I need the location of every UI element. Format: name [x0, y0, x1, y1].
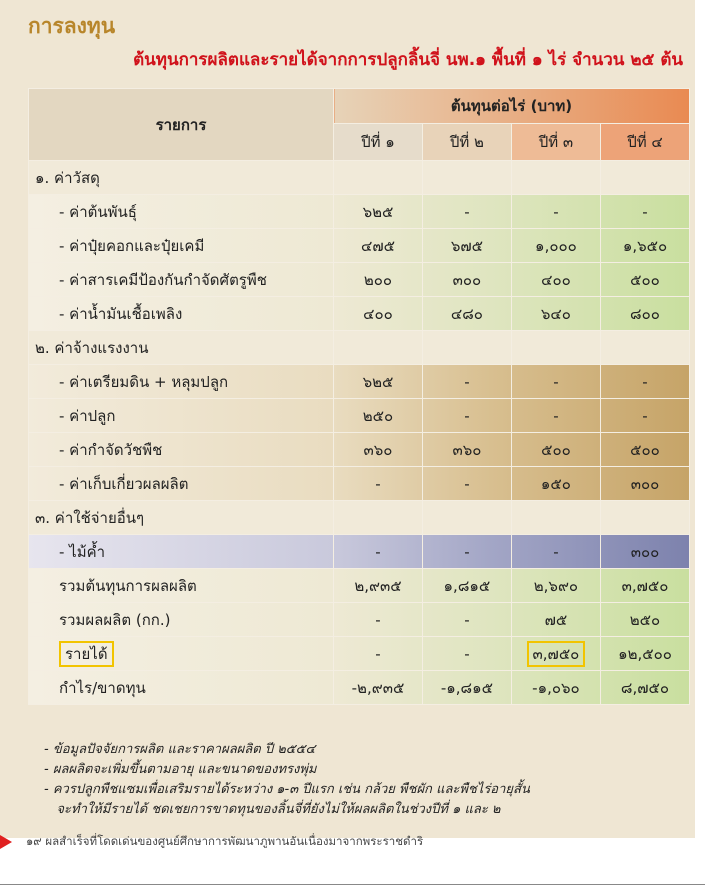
cell-value: - — [511, 195, 600, 229]
income-label: รายได้ — [59, 641, 114, 667]
table-subtitle: ต้นทุนการผลิตและรายได้จากการปลูกลิ้นจี่ นพ.๑ พื้นที่ ๑ ไร่ จำนวน ๒๕ ต้น — [133, 50, 683, 70]
table-row — [29, 229, 690, 263]
cell-value: ๑๒,๕๐๐ — [600, 637, 689, 671]
row-label: - ค่าสารเคมีป้องกันกำจัดศัตรูพืช — [29, 263, 334, 297]
cost-table — [28, 88, 690, 705]
row-label: กำไร/ขาดทุน — [29, 671, 334, 705]
divider — [0, 884, 705, 885]
cell-value: ๔๗๕ — [334, 229, 423, 263]
cell-value: ๖๗๕ — [422, 229, 511, 263]
cell-value: ๕๐๐ — [600, 433, 689, 467]
year-1-header: ปีที่ ๑ — [334, 124, 423, 161]
cell-value: ๒๕๐ — [334, 399, 423, 433]
year-3-header: ปีที่ ๓ — [511, 124, 600, 161]
cell-value: ๓๐๐ — [600, 535, 689, 569]
row-label: - ค่าน้ำมันเชื้อเพลิง — [29, 297, 334, 331]
cell-value: ๕๐๐ — [511, 433, 600, 467]
cell-value: ๓๐๐ — [600, 467, 689, 501]
table-row — [29, 365, 690, 399]
cell-value: - — [334, 637, 423, 671]
row-label: - ค่าเก็บเกี่ยวผลผลิต — [29, 467, 334, 501]
total-row — [29, 569, 690, 603]
year-2-header: ปีที่ ๒ — [422, 124, 511, 161]
footnote: - ผลผลิตจะเพิ่มขึ้นตามอายุ และขนาดของทรงพุ่ม — [44, 762, 317, 777]
cell-value: ๑,๐๐๐ — [511, 229, 600, 263]
row-label: รวมต้นทุนการผลผลิต — [29, 569, 334, 603]
cell-value: - — [511, 535, 600, 569]
cell-value: ๖๒๕ — [334, 365, 423, 399]
cell-value: - — [600, 365, 689, 399]
cell-value: -๑,๐๖๐ — [511, 671, 600, 705]
category-label: ๓. ค่าใช้จ่ายอื่นๆ — [29, 501, 334, 535]
footnote: - ข้อมูลปัจจัยการผลิต และราคาผลผลิต ปี ๒๕๕๔ — [44, 742, 316, 757]
cell-value: - — [511, 365, 600, 399]
cell-value: - — [422, 365, 511, 399]
category-row — [29, 501, 690, 535]
cell-value: ๒,๖๙๐ — [511, 569, 600, 603]
table-row — [29, 433, 690, 467]
row-label: - ไม้ค้ำ — [29, 535, 334, 569]
category-label: ๒. ค่าจ้างแรงงาน — [29, 331, 334, 365]
table-row — [29, 399, 690, 433]
cell-value: - — [334, 603, 423, 637]
table-row — [29, 263, 690, 297]
cell-value: ๒,๙๓๕ — [334, 569, 423, 603]
triangle-marker-icon — [0, 835, 12, 849]
cell-value: ๖๒๕ — [334, 195, 423, 229]
total-row — [29, 603, 690, 637]
cell-value: ๘๐๐ — [600, 297, 689, 331]
footnote: - ควรปลูกพืชแซมเพื่อเสริมรายได้ระหว่าง ๑-๓ ปีแรก เช่น กล้วย พืชผัก และพืชไร่อายุสั้น — [44, 782, 530, 797]
cell-value: - — [422, 535, 511, 569]
cell-value: - — [422, 467, 511, 501]
cell-value: - — [600, 195, 689, 229]
cell-value: ๖๔๐ — [511, 297, 600, 331]
cell-value: ๒๐๐ — [334, 263, 423, 297]
category-row — [29, 161, 690, 195]
table-row — [29, 297, 690, 331]
cell-value: - — [511, 399, 600, 433]
cell-value: ๑๕๐ — [511, 467, 600, 501]
cell-value: - — [422, 399, 511, 433]
row-label: - ค่าปุ๋ยคอกและปุ๋ยเคมี — [29, 229, 334, 263]
row-label: - ค่าต้นพันธุ์ — [29, 195, 334, 229]
row-label: - ค่าเตรียมดิน + หลุมปลูก — [29, 365, 334, 399]
row-label: รวมผลผลิต (กก.) — [29, 603, 334, 637]
cell-value: ๓,๗๕๐ — [600, 569, 689, 603]
table-row — [29, 467, 690, 501]
table-row — [29, 195, 690, 229]
row-label: - ค่ากำจัดวัชพืช — [29, 433, 334, 467]
cell-value: - — [334, 467, 423, 501]
cell-value: ๗๕ — [511, 603, 600, 637]
cell-value: ๕๐๐ — [600, 263, 689, 297]
cell-value: ๓๖๐ — [422, 433, 511, 467]
cell-value: -๒,๙๓๕ — [334, 671, 423, 705]
cell-value: - — [422, 603, 511, 637]
cell-value: - — [422, 195, 511, 229]
cell-value: ๓๖๐ — [334, 433, 423, 467]
cell-value: ๑,๖๕๐ — [600, 229, 689, 263]
cell-value: - — [334, 535, 423, 569]
row-label: - ค่าปลูก — [29, 399, 334, 433]
cell-value: ๒๕๐ — [600, 603, 689, 637]
page-footer: ๑๙ ผลสำเร็จที่โดดเด่นของศูนย์ศึกษาการพัฒนาภูพานอันเนื่องมาจากพระราชดำริ — [26, 834, 424, 848]
total-row — [29, 671, 690, 705]
items-header: รายการ — [29, 89, 334, 161]
footnote: จะทำให้มีรายได้ ชดเชยการขาดทุนของลิ้นจี่ที่ยังไม่ให้ผลผลิตในช่วงปีที่ ๑ และ ๒ — [44, 802, 501, 817]
cost-per-rai-header: ต้นทุนต่อไร่ (บาท) — [334, 89, 690, 124]
section-title: การลงทุน — [28, 14, 116, 38]
cell-value: ๔๘๐ — [422, 297, 511, 331]
cell-value: ๑,๘๑๕ — [422, 569, 511, 603]
income-year-3-value: ๓,๗๕๐ — [527, 641, 586, 667]
cell-value: ๔๐๐ — [511, 263, 600, 297]
footnotes — [44, 740, 530, 820]
category-label: ๑. ค่าวัสดุ — [29, 161, 334, 195]
table-row — [29, 535, 690, 569]
cell-value: - — [600, 399, 689, 433]
year-4-header: ปีที่ ๔ — [600, 124, 689, 161]
income-row — [29, 637, 690, 671]
cell-value: - — [422, 637, 511, 671]
category-row — [29, 331, 690, 365]
cell-value: ๔๐๐ — [334, 297, 423, 331]
cell-value: -๑,๘๑๕ — [422, 671, 511, 705]
cell-value: ๘,๗๕๐ — [600, 671, 689, 705]
cell-value: ๓๐๐ — [422, 263, 511, 297]
